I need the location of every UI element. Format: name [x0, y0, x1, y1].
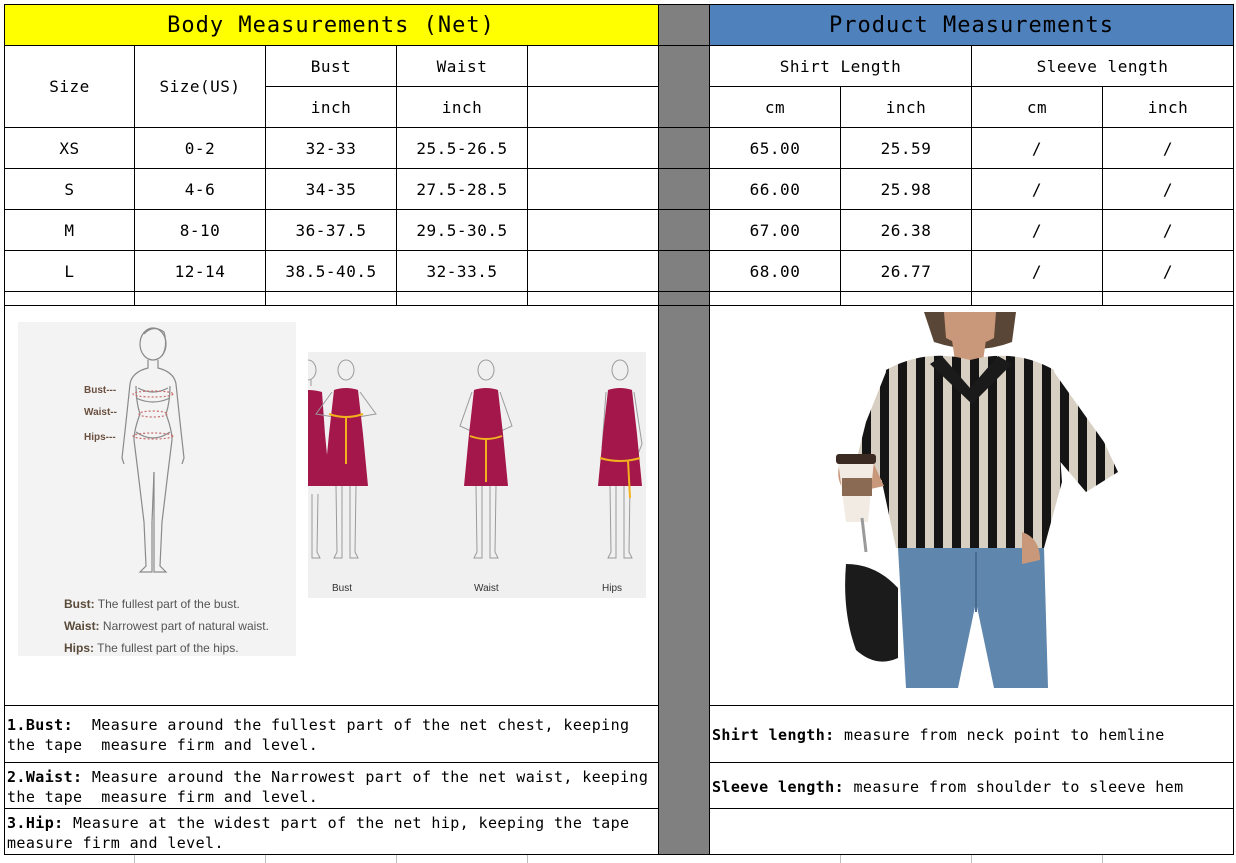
legend-hips-text: The fullest part of the hips.: [97, 641, 239, 655]
caption-waist: Waist: [474, 583, 499, 594]
note-shirt-length-text: measure from neck point to hemline: [834, 726, 1165, 744]
note-hip: [4, 813, 658, 853]
table-cell-sleeve-inch: /: [1162, 220, 1174, 240]
table-cell-size-us: 4-6: [184, 179, 216, 199]
header-size-us: Size(US): [159, 77, 241, 96]
table-cell-size: S: [64, 179, 75, 199]
product-measurements-title: Product Measurements: [710, 5, 1233, 45]
table-cell-shirt-cm: 66.00: [749, 179, 801, 199]
table-cell-sleeve-inch: /: [1162, 138, 1174, 158]
header-sleeve-inch: inch: [1147, 97, 1189, 117]
note-bust: [4, 715, 658, 755]
table-cell-waist: 27.5-28.5: [416, 179, 508, 199]
note-sleeve-length-label: Sleeve length:: [712, 778, 845, 796]
note-bust-label: 1.Bust:: [7, 716, 74, 734]
column-separator: [659, 5, 709, 855]
table-cell-waist: 25.5-26.5: [416, 138, 508, 158]
table-cell-shirt-cm: 68.00: [749, 261, 801, 281]
table-cell-bust: 34-35: [305, 179, 357, 199]
table-cell-size-us: 0-2: [184, 138, 216, 158]
note-waist: [4, 767, 658, 807]
female-figure-outline-icon: [18, 322, 296, 582]
note-hip-label: 3.Hip:: [7, 814, 64, 832]
table-cell-sleeve-cm: /: [1031, 261, 1043, 281]
note-hip-text: Measure at the widest part of the net hip, keeping the tape measure firm and level.: [7, 814, 639, 852]
body-measure-guide: [18, 322, 296, 656]
bust-marker-label: Bust---: [84, 385, 117, 396]
table-cell-size: M: [64, 220, 75, 240]
legend-bust: [64, 597, 240, 611]
table-cell-shirt-inch: 25.59: [880, 138, 932, 158]
table-cell-sleeve-cm: /: [1031, 179, 1043, 199]
table-cell-sleeve-cm: /: [1031, 220, 1043, 240]
header-size: Size: [49, 77, 90, 96]
dress-figure-icon: [308, 352, 646, 582]
note-sleeve-length-text: measure from shoulder to sleeve hem: [844, 778, 1184, 796]
waist-marker-label: Waist--: [84, 407, 117, 418]
caption-hips: Hips: [602, 583, 623, 594]
header-sleeve-length: Sleeve length: [1036, 56, 1169, 76]
header-sleeve-cm: cm: [1026, 97, 1048, 117]
table-cell-waist: 32-33.5: [426, 261, 498, 281]
note-sleeve-length: [709, 777, 1233, 797]
legend-waist-text: Narrowest part of natural waist.: [102, 619, 269, 633]
body-measurements-title: Body Measurements (Net): [4, 5, 658, 45]
header-shirt-inch: inch: [885, 97, 927, 117]
note-bust-text: Measure around the fullest part of the net chest, keeping the tape measure firm and level.: [7, 716, 639, 754]
header-bust-unit: inch: [310, 97, 352, 117]
table-cell-shirt-inch: 26.77: [880, 261, 932, 281]
legend-bust-text: The fullest part of the bust.: [97, 597, 240, 611]
hips-marker-label: Hips---: [84, 432, 116, 443]
model-photo-illustration: [826, 312, 1118, 688]
header-shirt-cm: cm: [764, 97, 786, 117]
table-cell-size-us: 8-10: [179, 220, 221, 240]
table-cell-size-us: 12-14: [174, 261, 226, 281]
legend-waist-label: Waist:: [64, 619, 100, 633]
table-cell-sleeve-cm: /: [1031, 138, 1043, 158]
table-cell-sleeve-inch: /: [1162, 261, 1174, 281]
table-cell-waist: 29.5-30.5: [416, 220, 508, 240]
table-cell-bust: 32-33: [305, 138, 357, 158]
striped-shirt-model-photo: [826, 312, 1118, 688]
legend-waist: [64, 619, 269, 633]
note-waist-label: 2.Waist:: [7, 768, 83, 786]
note-shirt-length: [709, 725, 1233, 745]
table-cell-size: L: [64, 261, 75, 281]
header-waist: Waist: [436, 56, 488, 76]
table-cell-shirt-cm: 65.00: [749, 138, 801, 158]
header-bust: Bust: [310, 56, 352, 76]
header-waist-unit: inch: [441, 97, 483, 117]
table-cell-bust: 38.5-40.5: [285, 261, 377, 281]
table-cell-shirt-inch: 25.98: [880, 179, 932, 199]
caption-bust: Bust: [332, 583, 353, 594]
table-cell-shirt-inch: 26.38: [880, 220, 932, 240]
table-cell-bust: 36-37.5: [295, 220, 367, 240]
dress-measure-guide: [308, 352, 646, 598]
note-waist-text: Measure around the Narrowest part of the net waist, keeping the tape measure firm and level.: [7, 768, 658, 806]
legend-hips: [64, 641, 239, 655]
table-cell-sleeve-inch: /: [1162, 179, 1174, 199]
note-shirt-length-label: Shirt length:: [712, 726, 835, 744]
table-cell-shirt-cm: 67.00: [749, 220, 801, 240]
header-shirt-length: Shirt Length: [779, 56, 902, 76]
table-cell-size: XS: [59, 138, 80, 158]
legend-hips-label: Hips:: [64, 641, 94, 655]
legend-bust-label: Bust:: [64, 597, 95, 611]
